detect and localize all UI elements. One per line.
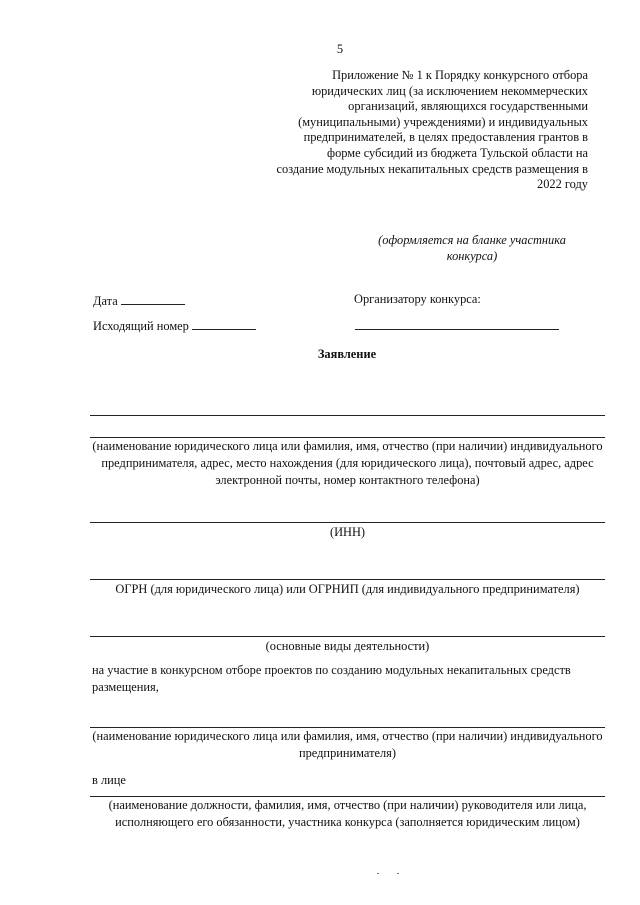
appendix-line: организаций, являющихся государственными	[348, 99, 588, 114]
activity-field-line[interactable]	[90, 636, 605, 637]
appendix-line: (муниципальными) учреждениями) и индивидуальных	[298, 114, 588, 129]
document-title: Заявление	[317, 347, 377, 361]
outgoing-row	[93, 317, 256, 334]
date-row	[93, 292, 185, 309]
participation-text: на участие в конкурсном отборе проектов по созданию модульных некапитальных средств размещения,	[92, 663, 571, 694]
date-field[interactable]	[121, 292, 185, 305]
applicant-caption: (наименование юридического лица или фамилия, имя, отчество (при наличии) индивидуального предпринимателя, адрес, место нахождения (для юридического лица), почтовый адрес, адрес электронной почты, номер контактного телефона)	[92, 439, 603, 487]
appendix-line: 2022 году	[537, 177, 588, 192]
outgoing-number-label: Исходящий номер	[93, 319, 189, 333]
person-caption: (наименование должности, фамилия, имя, отчество (при наличии) руководителя или лица, исполняющего его обязанности, участника конкурса (заполняется юридическим лицом)	[108, 798, 587, 829]
ogrn-caption: ОГРН (для юридического лица) или ОГРНИП (для индивидуального предпринимателя)	[115, 582, 580, 596]
date-label: Дата	[93, 294, 118, 308]
appendix-line: юридических лиц (за исключением некоммерческих	[311, 83, 588, 98]
appendix-line: предпринимателей, в целях предоставления грантов в	[303, 130, 588, 145]
organizer-field[interactable]	[355, 329, 559, 330]
appendix-line: форме субсидий из бюджета Тульской области на	[327, 145, 588, 160]
letterhead-note: (оформляется на бланке участника конкурса)	[378, 233, 566, 263]
outgoing-number-field[interactable]	[192, 317, 256, 330]
ogrn-field-line[interactable]	[90, 579, 605, 580]
in-person-label: в лице	[92, 773, 126, 787]
inn-caption: (ИНН)	[329, 525, 366, 539]
inn-field-line[interactable]	[90, 522, 605, 523]
page-number: 5	[336, 42, 344, 56]
activity-caption: (основные виды деятельности)	[265, 639, 430, 653]
scan-speck	[397, 873, 399, 874]
organizer-label: Организатору конкурса:	[354, 292, 481, 306]
name2-caption: (наименование юридического лица или фамилия, имя, отчество (при наличии) индивидуального предпринимателя)	[92, 729, 603, 760]
applicant-field-line-1[interactable]	[90, 415, 605, 416]
appendix-line: Приложение № 1 к Порядку конкурсного отбора	[332, 68, 588, 82]
scan-speck	[377, 873, 379, 874]
appendix-line: создание модульных некапитальных средств размещения в	[276, 161, 588, 176]
appendix-header	[258, 68, 588, 193]
